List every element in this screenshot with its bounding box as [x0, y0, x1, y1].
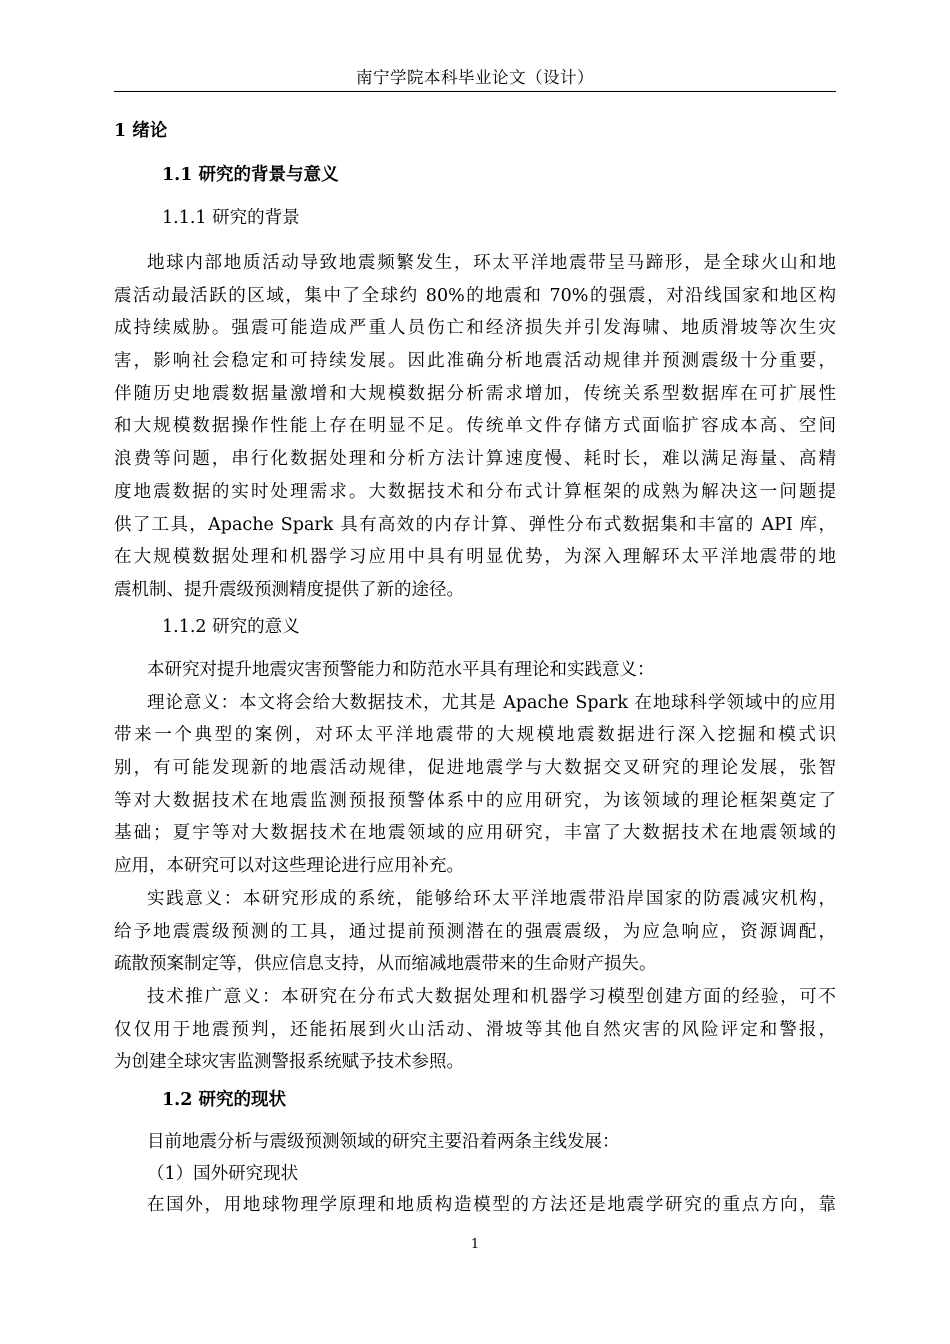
header-rule [114, 91, 836, 92]
paragraph-line: 害，影响社会稳定和可持续发展。因此准确分析地震活动规律并预测震级十分重要， [114, 351, 836, 372]
paragraph-line: 和大规模数据操作性能上存在明显不足。传统单文件存储方式面临扩容成本高、空间 [114, 416, 836, 437]
paragraph-line: 本研究对提升地震灾害预警能力和防范水平具有理论和实践意义： [147, 660, 655, 680]
paragraph-line: 疏散预案制定等，供应信息支持，从而缩减地震带来的生命财产损失。 [114, 954, 657, 975]
paragraph-line: 等对大数据技术在地震监测预报预警体系中的应用研究，为该领域的理论框架奠定了 [114, 790, 836, 811]
paragraph-line: 震机制、提升震级预测精度提供了新的途径。 [114, 579, 464, 600]
paragraph-line: 理论意义：本文将会给大数据技术，尤其是 Apache Spark 在地球科学领域中的应用 [147, 692, 836, 713]
foreign-research-paragraph [114, 1189, 836, 1222]
subsection-heading-1-1-1: 1.1.1 研究的背景 [162, 208, 300, 228]
background-paragraph [114, 247, 836, 607]
paragraph-line: 地球内部地质活动导致地震频繁发生，环太平洋地震带呈马蹄形，是全球火山和地 [147, 253, 836, 273]
section-heading-1-1: 1.1 研究的背景与意义 [162, 165, 339, 185]
paragraph-line: 给予地震震级预测的工具，通过提前预测潜在的强震震级，为应急响应，资源调配， [114, 921, 836, 942]
significance-section [114, 654, 836, 1079]
paragraph-line: 震活动最活跃的区域，集中了全球约 80%的地震和 70%的强震，对沿线国家和地区构 [114, 285, 836, 306]
paragraph-line: 应用，本研究可以对这些理论进行应用补充。 [114, 856, 464, 877]
paragraph-line: 基础；夏宇等对大数据技术在地震领域的应用研究，丰富了大数据技术在地震领域的 [114, 823, 836, 844]
chapter-title: 1 绪论 [114, 121, 168, 141]
paragraph-line: 技术推广意义：本研究在分布式大数据处理和机器学习模型创建方面的经验，可不 [147, 986, 836, 1007]
page-number: 1 [470, 1237, 480, 1252]
paragraph-line: 在国外，用地球物理学原理和地质构造模型的方法还是地震学研究的重点方向，靠 [147, 1195, 836, 1215]
foreign-research-heading: （1）国外研究现状 [147, 1164, 299, 1184]
paragraph-line: 实践意义：本研究形成的系统，能够给环太平洋地震带沿岸国家的防震减灾机构， [147, 888, 836, 909]
paragraph-line: 伴随历史地震数据量激增和大规模数据分析需求增加，传统关系型数据库在可扩展性 [114, 383, 836, 404]
paragraph-line: 为创建全球灾害监测警报系统赋予技术参照。 [114, 1052, 464, 1073]
paragraph-line: 带来一个典型的案例，对环太平洋地震带的大规模地震数据进行深入挖掘和模式识 [114, 725, 836, 746]
paragraph-line: 别，有可能发现新的地震活动规律，促进地震学与大数据交叉研究的理论发展，张智 [114, 758, 836, 779]
paragraph-line: 成持续威胁。强震可能造成严重人员伤亡和经济损失并引发海啸、地质滑坡等次生灾 [114, 318, 836, 339]
paragraph-line: 在大规模数据处理和机器学习应用中具有明显优势，为深入理解环太平洋地震带的地 [114, 547, 836, 568]
section-1-2-intro: 目前地震分析与震级预测领域的研究主要沿着两条主线发展： [147, 1132, 620, 1152]
paragraph-line: 仅仅用于地震预判，还能拓展到火山活动、滑坡等其他自然灾害的风险评定和警报， [114, 1019, 836, 1040]
paragraph-line: 度地震数据的实时处理需求。大数据技术和分布式计算框架的成熟为解决这一问题提 [114, 481, 836, 502]
section-heading-1-2: 1.2 研究的现状 [162, 1090, 287, 1110]
paragraph-line: 供了工具，Apache Spark 具有高效的内存计算、弹性分布式数据集和丰富的 API 库， [114, 514, 836, 535]
paragraph-line: 浪费等问题，串行化数据处理和分析方法计算速度慢、耗时长，难以满足海量、高精 [114, 449, 836, 470]
page-header: 南宁学院本科毕业论文（设计） [356, 68, 594, 87]
subsection-heading-1-1-2: 1.1.2 研究的意义 [162, 617, 300, 637]
